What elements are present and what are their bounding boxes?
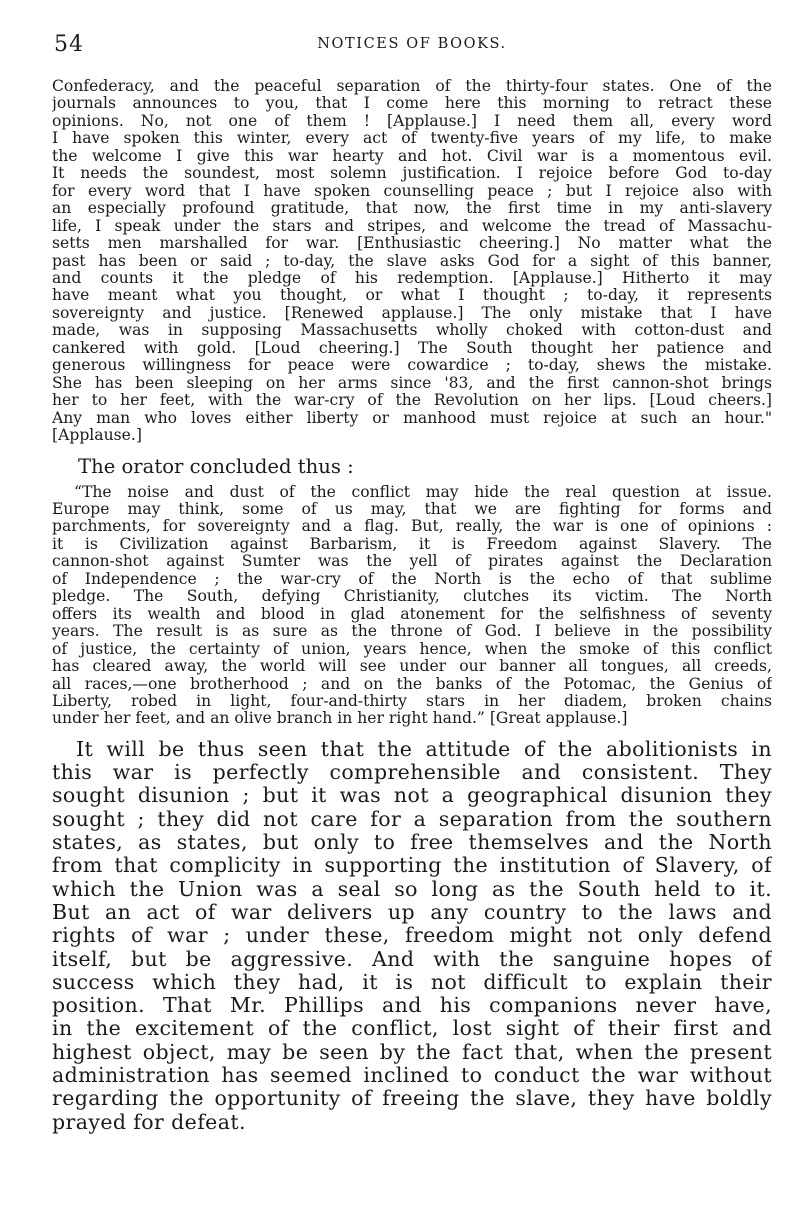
text-line: cankered with gold. [Loud cheering.] The South thought her patience and	[52, 339, 772, 357]
text-line: which the Union was a seal so long as the South held to it.	[52, 877, 772, 901]
text-line: Any man who loves either liberty or manhood must rejoice at such an hour."	[52, 409, 772, 427]
speech-quote	[52, 78, 772, 445]
text-line: [Applause.]	[52, 427, 142, 445]
text-line: all races,—one brotherhood ; and on the banks of the Potomac, the Genius of	[52, 675, 772, 693]
conclusion-quote	[52, 484, 772, 728]
text-line: setts men marshalled for war. [Enthusiastic cheering.] No matter what the	[52, 235, 772, 253]
page-number: 54	[54, 32, 84, 57]
text-line: But an act of war delivers up any country to the laws and	[52, 900, 772, 924]
text-line: life, I speak under the stars and stripes, and welcome the tread of Massachu-	[52, 217, 772, 235]
text-line: made, was in supposing Massachusetts wholly choked with cotton-dust and	[52, 322, 772, 340]
text-line: “The noise and dust of the conflict may hide the real question at issue.	[74, 483, 772, 501]
text-line: highest object, may be seen by the fact that, when the present	[52, 1040, 772, 1064]
text-line: an especially profound gratitude, that now, the first time in my anti-slavery	[52, 200, 772, 218]
text-line: prayed for defeat.	[52, 1110, 246, 1134]
text-line: I have spoken this winter, every act of twenty-five years of my life, to make	[52, 130, 772, 148]
text-line: generous willingness for peace were cowardice ; to-day, shews the mistake.	[52, 357, 772, 375]
text-line: position. That Mr. Phillips and his companions never have,	[52, 994, 772, 1018]
text-line: this war is perfectly comprehensible and consistent. They	[52, 761, 772, 785]
text-line: of justice, the certainty of union, years hence, when the smoke of this conflict	[52, 640, 772, 658]
text-line: the welcome I give this war hearty and hot. Civil war is a momentous evil.	[52, 147, 772, 165]
text-line: Liberty, robed in light, four-and-thirty stars in her diadem, broken chains	[52, 692, 772, 710]
text-line: administration has seemed inclined to conduct the war without	[52, 1064, 772, 1088]
text-line: it is Civilization against Barbarism, it is Freedom against Slavery. The	[52, 535, 772, 553]
text-line: Europe may think, some of us may, that we are fighting for forms and	[52, 500, 772, 518]
text-line: It will be thus seen that the attitude of the abolitionists in	[76, 737, 772, 761]
page-header	[52, 24, 772, 58]
text-line: sought ; they did not care for a separation from the southern	[52, 807, 772, 831]
text-line: states, as states, but only to free themselves and the North	[52, 831, 772, 855]
text-line: of Independence ; the war-cry of the North is the echo of that sublime	[52, 570, 772, 588]
commentary-paragraph	[52, 738, 772, 1134]
text-line: under her feet, and an olive branch in her right hand.” [Great applause.]	[52, 710, 628, 728]
text-line: offers its wealth and blood in glad atonement for the selfishness of seventy	[52, 605, 772, 623]
text-line: and counts it the pledge of his redemption. [Applause.] Hitherto it may	[52, 269, 772, 287]
text-line: sovereignty and justice. [Renewed applause.] The only mistake that I have	[52, 304, 772, 322]
text-line: journals announces to you, that I come here this morning to retract these	[52, 95, 772, 113]
text-line: parchments, for sovereignty and a flag. But, really, the war is one of opinions :	[52, 518, 772, 536]
text-line: for every word that I have spoken counselling peace ; but I rejoice also with	[52, 182, 772, 200]
text-line: success which they had, it is not difficult to explain their	[52, 970, 772, 994]
text-line: opinions. No, not one of them ! [Applause.] I need them all, every word	[52, 112, 772, 130]
text-line: in the excitement of the conflict, lost sight of their first and	[52, 1017, 772, 1041]
text-line: past has been or said ; to-day, the slave asks God for a sight of this banner,	[52, 252, 772, 270]
running-head: NOTICES OF BOOKS.	[317, 36, 507, 52]
text-line: She has been sleeping on her arms since '83, and the first cannon-shot brings	[52, 374, 772, 392]
text-line: It needs the soundest, most solemn justification. I rejoice before God to-day	[52, 165, 772, 183]
text-line: have meant what you thought, or what I thought ; to-day, it represents	[52, 287, 772, 305]
text-line: her to her feet, with the war-cry of the Revolution on her lips. [Loud cheers.]	[52, 392, 772, 410]
text-line: Confederacy, and the peaceful separation of the thirty-four states. One of the	[52, 78, 772, 95]
text-line: from that complicity in supporting the institution of Slavery, of	[52, 854, 772, 878]
text-line: has cleared away, the world will see under our banner all tongues, all creeds,	[52, 658, 772, 676]
text-line: regarding the opportunity of freeing the slave, they have boldly	[52, 1087, 772, 1111]
text-line: years. The result is as sure as the throne of God. I believe in the possibility	[52, 623, 772, 641]
text-line: itself, but be aggressive. And with the sanguine hopes of	[52, 947, 772, 971]
text-line: sought disunion ; but it was not a geographical disunion they	[52, 784, 772, 808]
text-line: rights of war ; under these, freedom might not only defend	[52, 924, 772, 948]
concluded-heading: The orator concluded thus :	[78, 454, 354, 478]
text-line: cannon-shot against Sumter was the yell of pirates against the Declaration	[52, 553, 772, 571]
text-line: pledge. The South, defying Christianity, clutches its victim. The North	[52, 588, 772, 606]
book-page	[52, 24, 772, 1204]
